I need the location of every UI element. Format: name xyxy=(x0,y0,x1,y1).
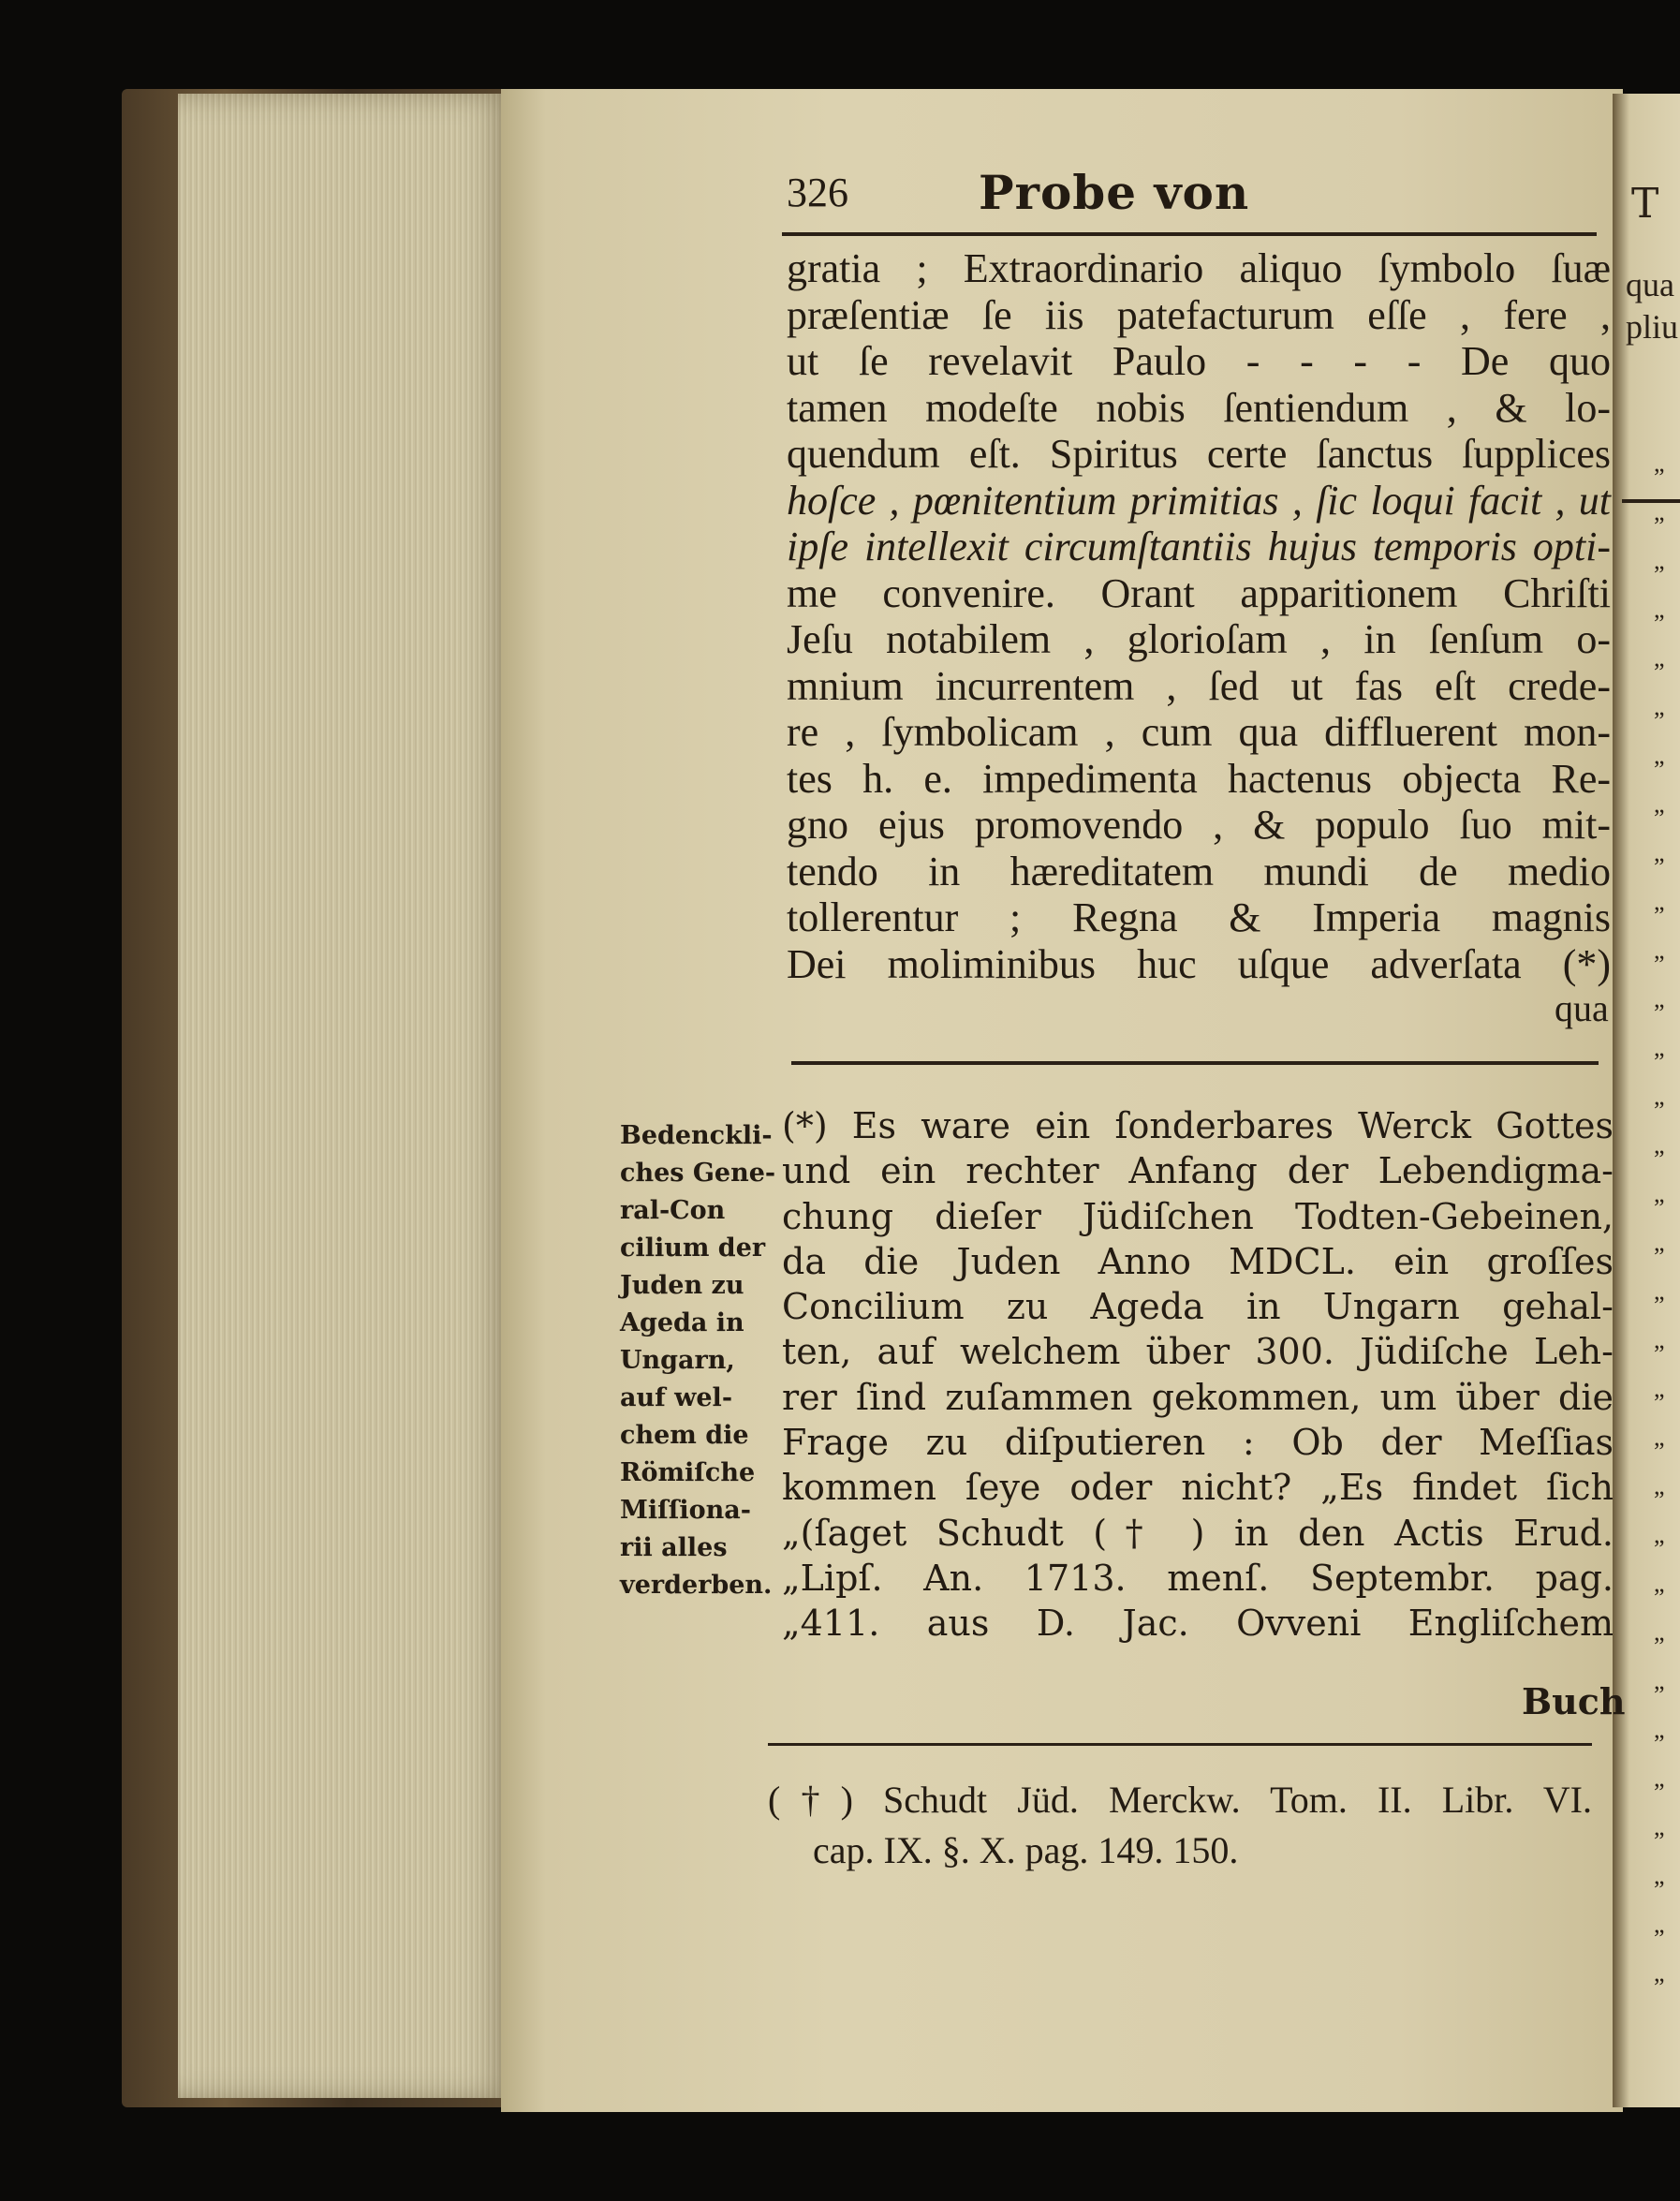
margin-line: cilium der xyxy=(620,1233,766,1263)
running-title: Probe von xyxy=(979,165,1250,220)
text-line: Jeſu notabilem , glorioſam , in ſenſum o- xyxy=(787,616,1611,662)
facing-rule xyxy=(1622,499,1680,503)
margin-line: Ageda in xyxy=(620,1308,744,1337)
text-line: gratia ; Extraordinario aliquo ſymbolo ſuæ xyxy=(787,245,1611,291)
text-line: ipſe intellexit circumſtantiis hujus temporis opti- xyxy=(787,524,1611,569)
footnote-line: (*) Es ware ein ſonderbares Werck Gottes xyxy=(782,1105,1614,1146)
main-latin-text xyxy=(787,245,1611,987)
text-line: tendo in hæreditatem mundi de medio xyxy=(787,848,1611,894)
page-header xyxy=(787,165,1611,225)
margin-line: Miſſiona- xyxy=(620,1496,751,1525)
facing-line-fragment: pliu xyxy=(1626,308,1679,346)
second-note-rule xyxy=(768,1743,1592,1746)
margin-line: Bedenckli- xyxy=(620,1121,773,1150)
text-line: ut ſe revelavit Paulo - - - - De quo xyxy=(787,338,1611,384)
text-line: tollerentur ; Regna & Imperia magnis xyxy=(787,894,1611,940)
second-note-line: cap. IX. §. X. pag. 149. 150. xyxy=(813,1829,1239,1871)
text-line: me convenire. Orant apparitionem Chriſti xyxy=(787,569,1611,616)
text-line: mnium incurrentem , ſed ut fas eſt crede- xyxy=(787,662,1611,709)
footnote-line: Concilium zu Ageda in Ungarn gehal- xyxy=(782,1286,1614,1328)
footnote-rule xyxy=(791,1061,1599,1065)
footnote-line: „Lipſ. An. 1713. menſ. Septembr. pag. xyxy=(782,1557,1614,1599)
margin-line: auf wel- xyxy=(620,1383,733,1412)
text-line: tes h. e. impedimenta hactenus objecta Re- xyxy=(787,755,1611,802)
margin-line: rii alles xyxy=(620,1533,728,1562)
footnote-line: da die Juden Anno MDCL. ein groſſes xyxy=(782,1240,1614,1282)
footnote-line: „(ſaget Schudt († ) in den Actis Erud. xyxy=(782,1512,1614,1554)
margin-line: ches Gene- xyxy=(620,1159,776,1188)
margin-line: verderben. xyxy=(620,1571,773,1600)
margin-line: Römiſche xyxy=(620,1458,756,1487)
footnote-line: kommen ſeye oder nicht? „Es findet ſich xyxy=(782,1467,1614,1509)
text-line: hoſce , pœnitentium primitias , ſic loqui facit , ut xyxy=(787,477,1611,524)
header-rule xyxy=(782,232,1597,236)
facing-line-fragment: qua xyxy=(1626,266,1674,303)
footnote-line: rer ſind zuſammen gekommen, um über die xyxy=(782,1376,1614,1418)
second-footnote xyxy=(768,1775,1592,1876)
text-line: quendum eſt. Spiritus certe ſanctus ſupplices xyxy=(787,431,1611,477)
text-line: tamen modeſte nobis ſentiendum , & lo- xyxy=(787,384,1611,431)
book-spread-photo: T qua pliu 326 Probe von gratia ; Extraordinario aliquo ſymbolo ſuæ præſentiæ ſe iis patefacturum eſſe , fere , ut ſe revelavit Paulo - - - - De quo tamen modeſte nobis ſentiendum , & lo- quendum eſt. Spiritus certe ſanctus ſupplices hoſce , pœnitentium primitias , ſic loqui facit , ut ipſe intellexit circumſtantiis hujus temporis opti- me convenire. Orant apparitionem Chriſti Jeſu notabilem , glorioſam , in ſenſum o- mnium incurrentem , ſed ut fas eſt crede- re , ſymbolicam , cum qua diffluerent mon- tes h. e. impedimenta hactenus objecta Re- gno ejus promovendo , & populo ſuo mit- tendo in hæreditatem mundi de medio tollerentur ; Regna & Imperia magnis Dei moliminibus huc uſque adverſata (*) qua Bedenckli- ches Gene- ral-Con cilium der Juden zu Ageda in Ungarn, auf wel- chem die Römiſche Miſſiona- rii alles verderben. (*) Es ware ein ſonderbares Werck Gottes und ein rechter Anfang der Lebendigma- chung dieſer Jüdiſchen Todten-Gebeinen, da die Juden Anno MDCL. ein groſſes Concilium zu Ageda in Ungarn gehal- ten, auf welchem über 300. Jüdiſche Leh- rer ſind zuſammen gekommen, um über die Frage zu diſputieren : Ob der Meſſias kommen ſeye oder nicht? „Es findet ſich „(ſaget Schudt († ) in den Actis Erud. „Lipſ. An. 1713. menſ. Septembr. pag. „411. aus D. Jac. Ovveni Engliſchem Buch (†) Schudt Jüd. Merckw. Tom. II. Libr. VI. cap. IX. §. X. pag. 149. 150. „ „ „ „ „ „ „ „ „ „ „ „ „ „ „ „ „ „ „ „ „ „ „ „ „ „ „ „ „ „ „ „ xyxy=(0,0,1680,2201)
text-line: præſentiæ ſe iis patefacturum eſſe , fere , xyxy=(787,291,1611,338)
footnote-catchword: Buch xyxy=(1522,1680,1626,1722)
footnote-line: ten, auf welchem über 300. Jüdiſche Leh- xyxy=(782,1331,1614,1373)
margin-note xyxy=(620,1117,776,1604)
margin-line: ral-Con xyxy=(620,1196,726,1225)
footnote-line: chung dieſer Jüdiſchen Todten-Gebeinen, xyxy=(782,1195,1614,1237)
main-catchword: qua xyxy=(1555,987,1609,1029)
margin-line: Ungarn, xyxy=(620,1346,735,1375)
footnote-line: Frage zu diſputieren : Ob der Meſſias xyxy=(782,1422,1614,1464)
footnote-line: „411. aus D. Jac. Ovveni Engliſchem xyxy=(782,1603,1614,1645)
text-line: re , ſymbolicam , cum qua diffluerent mon- xyxy=(787,709,1611,755)
text-line: gno ejus promovendo , & populo ſuo mit- xyxy=(787,802,1611,848)
facing-page-fragment xyxy=(1613,94,1680,2107)
footnote-german xyxy=(782,1103,1614,1647)
facing-header-fragment: T xyxy=(1631,180,1659,228)
margin-line: Juden zu xyxy=(620,1271,744,1300)
margin-line: chem die xyxy=(620,1421,749,1450)
footnote-line: und ein rechter Anfang der Lebendigma- xyxy=(782,1150,1614,1192)
second-note-line: (†) Schudt Jüd. Merckw. Tom. II. Libr. VI. xyxy=(768,1779,1592,1821)
page-number: 326 xyxy=(787,170,848,215)
page-block-edge xyxy=(178,94,515,2098)
text-line: Dei moliminibus huc uſque adverſata (*) xyxy=(787,940,1611,987)
